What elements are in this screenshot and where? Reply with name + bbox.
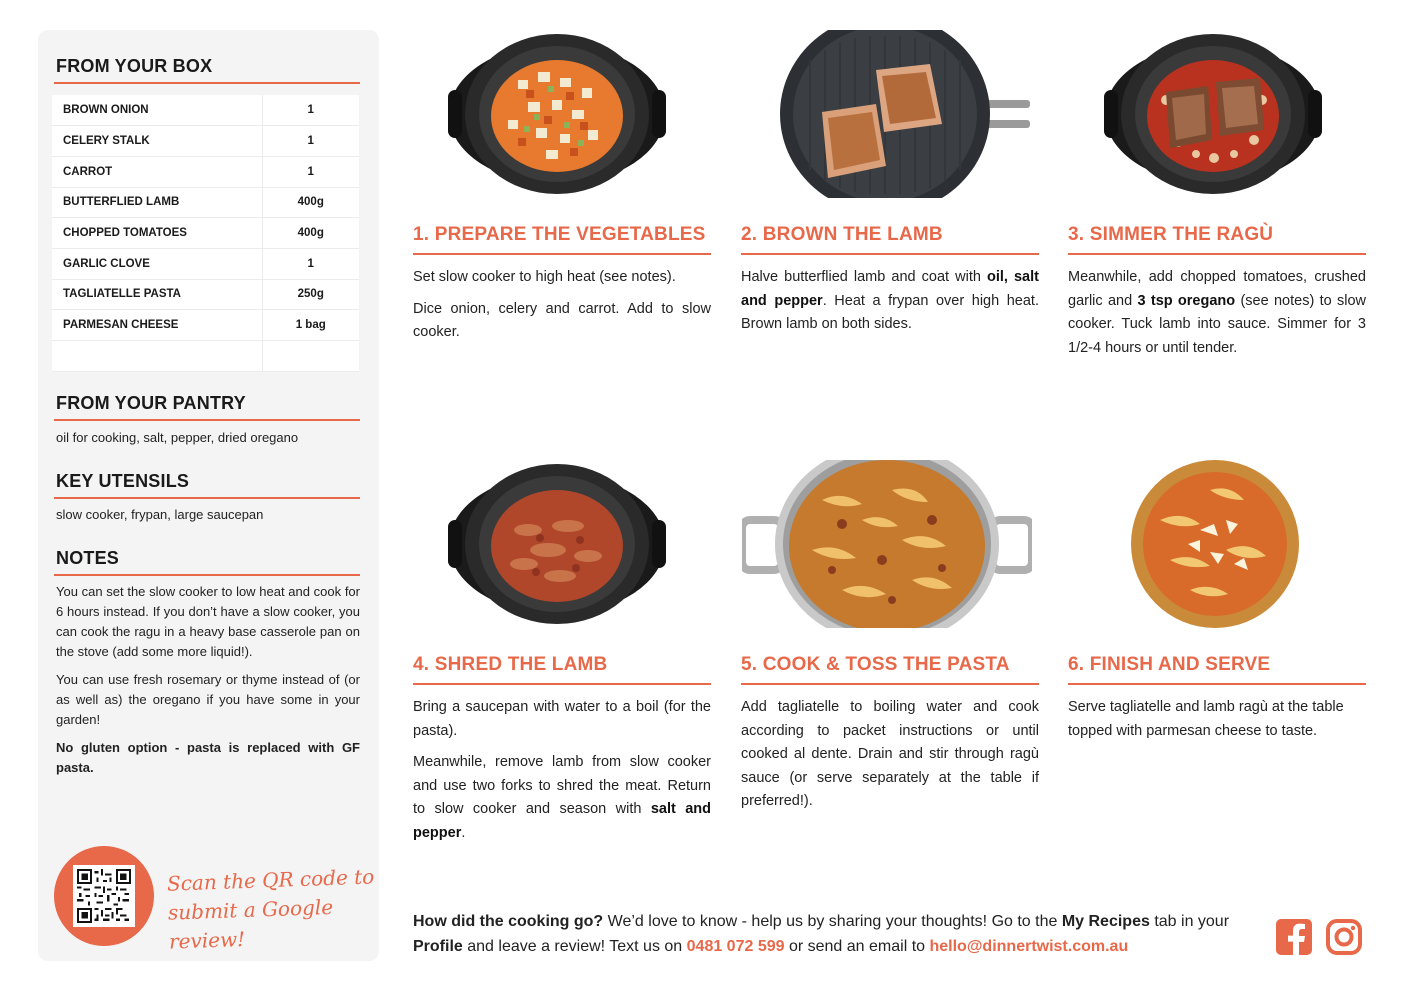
utensils-heading: KEY UTENSILS [56, 471, 190, 491]
ingredient-name: TAGLIATELLE PASTA [52, 279, 262, 310]
email-link[interactable]: hello@dinnertwist.com.au [929, 938, 1129, 955]
ingredient-row [52, 218, 359, 249]
ingredient-row [52, 279, 359, 310]
step-paragraph: Set slow cooker to high heat (see notes). [413, 269, 676, 285]
step-1-photo [448, 30, 666, 198]
text-run: . [461, 824, 466, 841]
note-paragraph: You can use fresh rosemary or thyme instead of (or as well as) the oregano if you have some in your garden! [56, 672, 360, 727]
step-3-photo [1104, 30, 1322, 198]
ingredient-name [52, 341, 262, 372]
profile-link[interactable]: Profile [413, 938, 463, 955]
qr-caption-line: submit a Google review! [167, 894, 334, 954]
qr-badge[interactable] [54, 846, 154, 946]
step-paragraph [741, 266, 1039, 337]
text-run: We’d love to know - help us by sharing your thoughts! Go to the [603, 913, 1062, 930]
step-1-title: 1. PREPARE THE VEGETABLES [413, 224, 706, 245]
ingredient-name: CELERY STALK [52, 126, 262, 157]
text-run: or send an email to [784, 938, 930, 955]
step-4-photo [448, 460, 666, 628]
ingredient-qty [262, 341, 359, 372]
ingredient-qty: 1 [262, 156, 359, 187]
notes-body [56, 582, 360, 786]
ingredient-name: CARROT [52, 156, 262, 187]
step-4-title: 4. SHRED THE LAMB [413, 654, 608, 675]
step-6-title: 6. FINISH AND SERVE [1068, 654, 1271, 675]
step-5-title: 5. COOK & TOSS THE PASTA [741, 654, 1010, 675]
pantry-heading: FROM YOUR PANTRY [56, 393, 246, 413]
ingredient-name: BUTTERFLIED LAMB [52, 187, 262, 218]
text-run: Halve butterflied lamb and coat with [741, 269, 987, 285]
text-run: (see notes) to slow cooker. Tuck lamb into sauce. Simmer for 3 1/2-4 hours or until tender. [1068, 292, 1367, 356]
step-6-body [1068, 696, 1366, 751]
phone-link[interactable]: 0481 072 599 [686, 938, 785, 955]
facebook-icon[interactable] [1275, 918, 1313, 956]
step-paragraph: Serve tagliatelle and lamb ragù at the table topped with parmesan cheese to taste. [1068, 699, 1344, 739]
ingredient-row [52, 126, 359, 157]
ingredient-qty: 400g [262, 187, 359, 218]
step-1-body [413, 266, 711, 353]
heading-divider [54, 497, 360, 499]
step-paragraph [1068, 266, 1366, 360]
step-2-photo [780, 30, 1030, 198]
qr-caption-line: Scan the QR code to [166, 864, 375, 896]
text-run: . Heat a frypan over high heat. Brown lamb on both sides. [741, 292, 1039, 332]
ingredient-qty: 1 bag [262, 310, 359, 341]
bold-ingredient: oil, salt and pepper [741, 269, 1039, 309]
ingredient-qty: 400g [262, 218, 359, 249]
bold-ingredient: salt and pepper [413, 801, 712, 841]
notes-heading: NOTES [56, 548, 120, 568]
step-2-title: 2. BROWN THE LAMB [741, 224, 943, 245]
text-run: Meanwhile, add chopped tomatoes, crushed garlic and [1068, 269, 1366, 309]
text-run: and leave a review! Text us on [462, 938, 687, 955]
ingredient-row [52, 187, 359, 218]
heading-divider [54, 82, 360, 84]
qr-caption [167, 862, 381, 956]
step-paragraph [413, 751, 711, 845]
ingredient-row [52, 95, 359, 126]
ingredient-name: GARLIC CLOVE [52, 248, 262, 279]
ingredients-table [52, 95, 359, 372]
step-paragraph: Add tagliatelle to boiling water and cook according to packet instructions or until cooked al dente. Drain and stir through ragù sauce (or serve separately at the table if preferred!). [741, 699, 1039, 809]
step-divider [413, 683, 711, 685]
ingredient-name: BROWN ONION [52, 95, 262, 126]
step-4-body [413, 696, 711, 853]
heading-divider [54, 574, 360, 576]
heading-divider [54, 419, 360, 421]
step-paragraph: Dice onion, celery and carrot. Add to slow cooker. [413, 300, 711, 340]
qr-code-icon[interactable] [73, 865, 135, 927]
ingredient-name: PARMESAN CHEESE [52, 310, 262, 341]
step-paragraph: Bring a saucepan with water to a boil (for the pasta). [413, 699, 711, 739]
footer-question: How did the cooking go? [413, 913, 604, 930]
ingredient-row [52, 156, 359, 187]
step-3-body [1068, 266, 1366, 368]
step-5-photo [742, 460, 1032, 628]
step-3-title: 3. SIMMER THE RAGÙ [1068, 224, 1274, 245]
text-run: Meanwhile, remove lamb from slow cooker and use two forks to shred the meat. Return to slow cooker and season with [413, 754, 711, 817]
step-2-body [741, 266, 1039, 345]
step-6-photo [1130, 460, 1300, 628]
ingredient-qty: 1 [262, 95, 359, 126]
ingredient-row [52, 341, 359, 372]
ingredient-row [52, 310, 359, 341]
step-divider [741, 683, 1039, 685]
sidebar [38, 30, 379, 961]
note-paragraph-bold: No gluten option - pasta is replaced with GF pasta. [56, 740, 360, 775]
instagram-icon[interactable] [1325, 918, 1363, 956]
my-recipes-link[interactable]: My Recipes [1061, 913, 1150, 930]
ingredient-qty: 1 [262, 126, 359, 157]
bold-ingredient: 3 tsp oregano [1137, 292, 1236, 309]
feedback-footer [413, 909, 1263, 959]
ingredient-qty: 1 [262, 248, 359, 279]
ingredient-name: CHOPPED TOMATOES [52, 218, 262, 249]
step-divider [1068, 683, 1366, 685]
step-divider [741, 253, 1039, 255]
step-divider [1068, 253, 1366, 255]
ingredient-row [52, 248, 359, 279]
from-your-box-heading: FROM YOUR BOX [56, 56, 213, 76]
ingredient-qty: 250g [262, 279, 359, 310]
step-divider [413, 253, 711, 255]
step-5-body [741, 696, 1039, 822]
text-run: tab in your [1149, 913, 1230, 930]
utensils-text: slow cooker, frypan, large saucepan [56, 507, 264, 522]
pantry-text: oil for cooking, salt, pepper, dried oregano [56, 430, 299, 445]
note-paragraph: You can set the slow cooker to low heat and cook for 6 hours instead. If you don’t have a slow cooker, you can cook the ragu in a heavy base casserole pan on the stove (add some more liquid!). [56, 584, 360, 659]
